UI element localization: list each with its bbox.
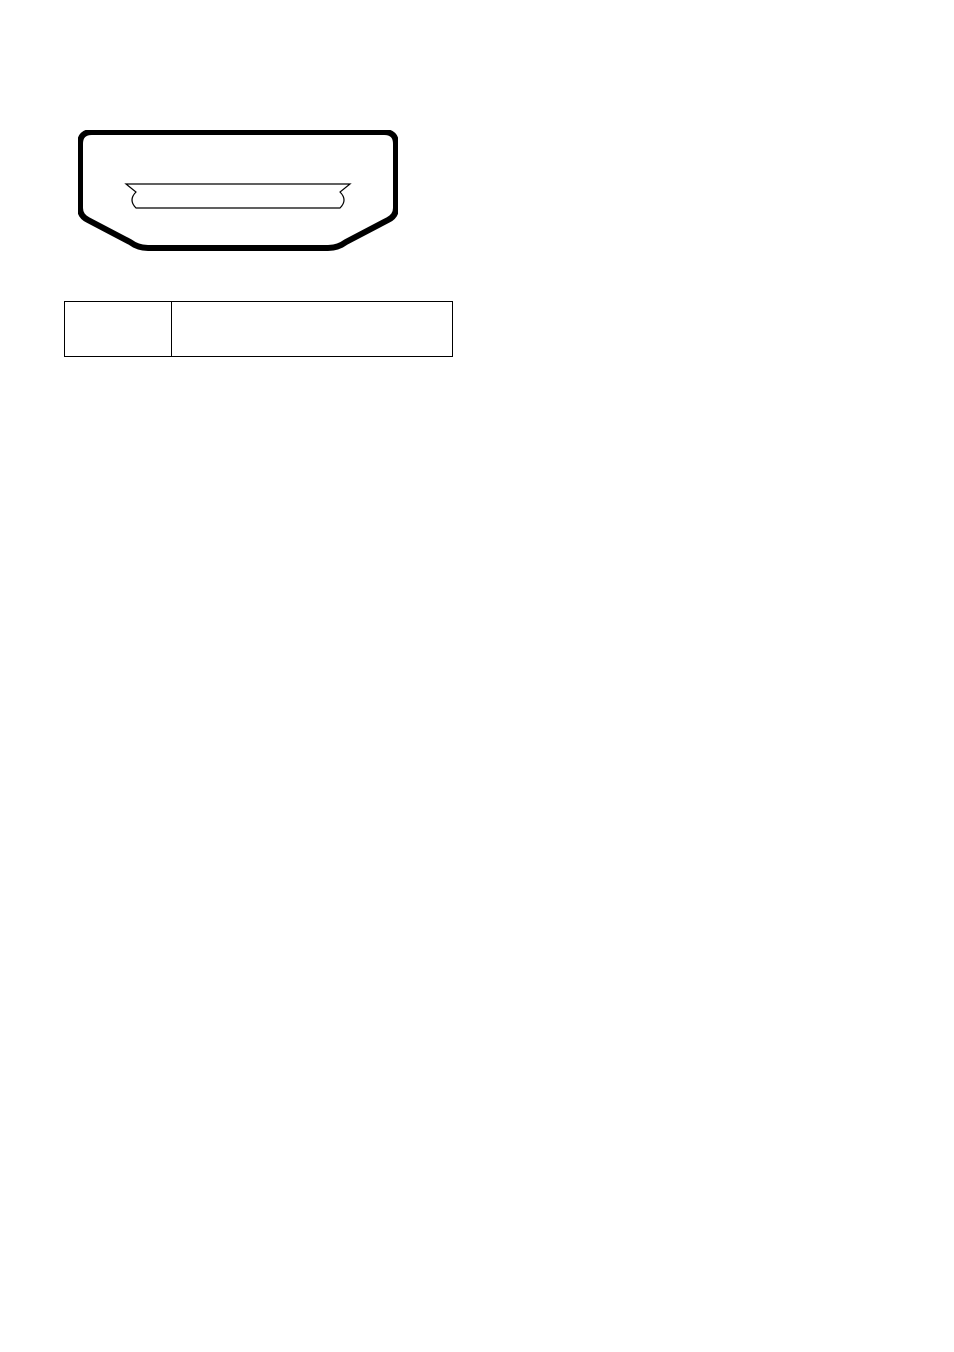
table-header-row bbox=[65, 302, 453, 357]
header-pin-number bbox=[65, 302, 172, 357]
connector-outline bbox=[80, 132, 396, 248]
pin-assignment-table bbox=[64, 301, 453, 357]
hdmi-connector-diagram bbox=[78, 130, 398, 254]
header-signal bbox=[172, 302, 453, 357]
connector-inner bbox=[126, 184, 350, 208]
